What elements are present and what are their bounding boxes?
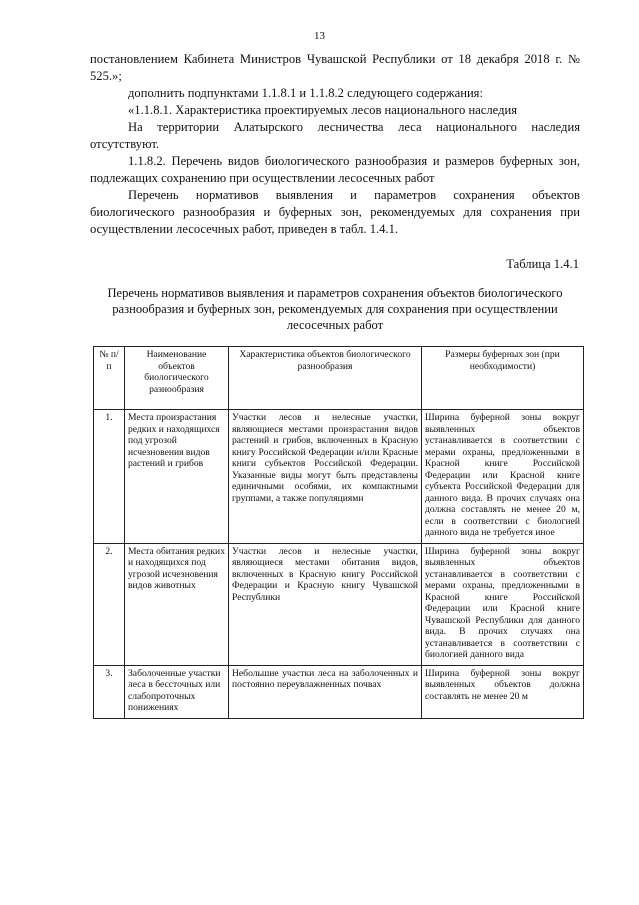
table-row [94, 410, 584, 544]
paragraph-6: Перечень нормативов выявления и параметров сохранения объектов биологического разнообразия и буферных зон, рекомендуемых для сохранения при осуществлении лесосечных работ, приведен в табл. 1.4.1. [90, 188, 580, 236]
table-title: Перечень нормативов выявления и параметров сохранения объектов биологического разнообразия и буферных зон, рекомендуемых для сохранения при осуществлении лесосечных работ [107, 286, 563, 332]
row-number: 3. [94, 665, 125, 718]
table-row [94, 543, 584, 665]
row-number: 2. [94, 543, 125, 665]
row-name: Места обитания редких и находящихся под угрозой исчезновения видов животных [125, 543, 229, 665]
paragraph-5: 1.1.8.2. Перечень видов биологического разнообразия и размеров буферных зон, подлежащих сохранению при осуществлении лесосечных работ [90, 154, 580, 185]
row-number: 1. [94, 410, 125, 544]
row-name: Места произрастания редких и находящихся под угрозой исчезновения видов растений и грибов [125, 410, 229, 544]
table-row [94, 665, 584, 718]
norms-table [93, 346, 584, 719]
row-characteristic: Участки лесов и нелесные участки, являющиеся местами произрастания видов растений и грибов, включенных в Красную книгу Российской Федерации и/или Красные книги субъектов Российской Федерации. Указанные виды могут быть представлены единичными особями, их компактными группами, а также популяциями [229, 410, 422, 544]
paragraph-1: постановлением Кабинета Министров Чувашской Республики от 18 декабря 2018 г. № 525.»; [90, 52, 580, 83]
table-header-row [94, 347, 584, 410]
header-characteristic: Характеристика объектов биологического разнообразия [229, 347, 422, 410]
table-label: Таблица 1.4.1 [506, 257, 579, 271]
row-buffer: Ширина буферной зоны вокруг выявленных объектов должна составлять не менее 20 м [422, 665, 584, 718]
row-buffer: Ширина буферной зоны вокруг выявленных объектов устанавливается в соответствии с мерами охраны, предложенными в Красной книге Российской Федерации или Красной книге Чувашской Республики для данного вида. В прочих случаях она устанавливается в соответствии с биологией данного вида [422, 543, 584, 665]
header-name: Наименование объектов биологического разнообразия [125, 347, 229, 410]
row-characteristic: Участки лесов и нелесные участки, являющиеся местами обитания видов, включенных в Красную книгу Российской Федерации и Красную книгу Чувашской Республики [229, 543, 422, 665]
paragraph-2: дополнить подпунктами 1.1.8.1 и 1.1.8.2 следующего содержания: [128, 86, 483, 100]
row-name: Заболоченные участки леса в бессточных или слабопроточных понижениях [125, 665, 229, 718]
header-buffer: Размеры буферных зон (при необходимости) [422, 347, 584, 410]
paragraph-3: «1.1.8.1. Характеристика проектируемых лесов национального наследия [128, 103, 518, 117]
page-number: 13 [314, 30, 325, 42]
body-text [90, 51, 580, 238]
header-number: № п/п [94, 347, 125, 410]
paragraph-4: На территории Алатырского лесничества леса национального наследия отсутствуют. [90, 120, 580, 151]
row-characteristic: Небольшие участки леса на заболоченных и постоянно переувлажненных почвах [229, 665, 422, 718]
row-buffer: Ширина буферной зоны вокруг выявленных объектов устанавливается в соответствии с мерами охраны, предложенными в Красной книге Российской Федерации или Красной книге субъекта Российской Федерации для данного вида. В прочих случаях она должна составлять не менее 20 м, если в соответствии с биологией данного вида не требуется иное [422, 410, 584, 544]
